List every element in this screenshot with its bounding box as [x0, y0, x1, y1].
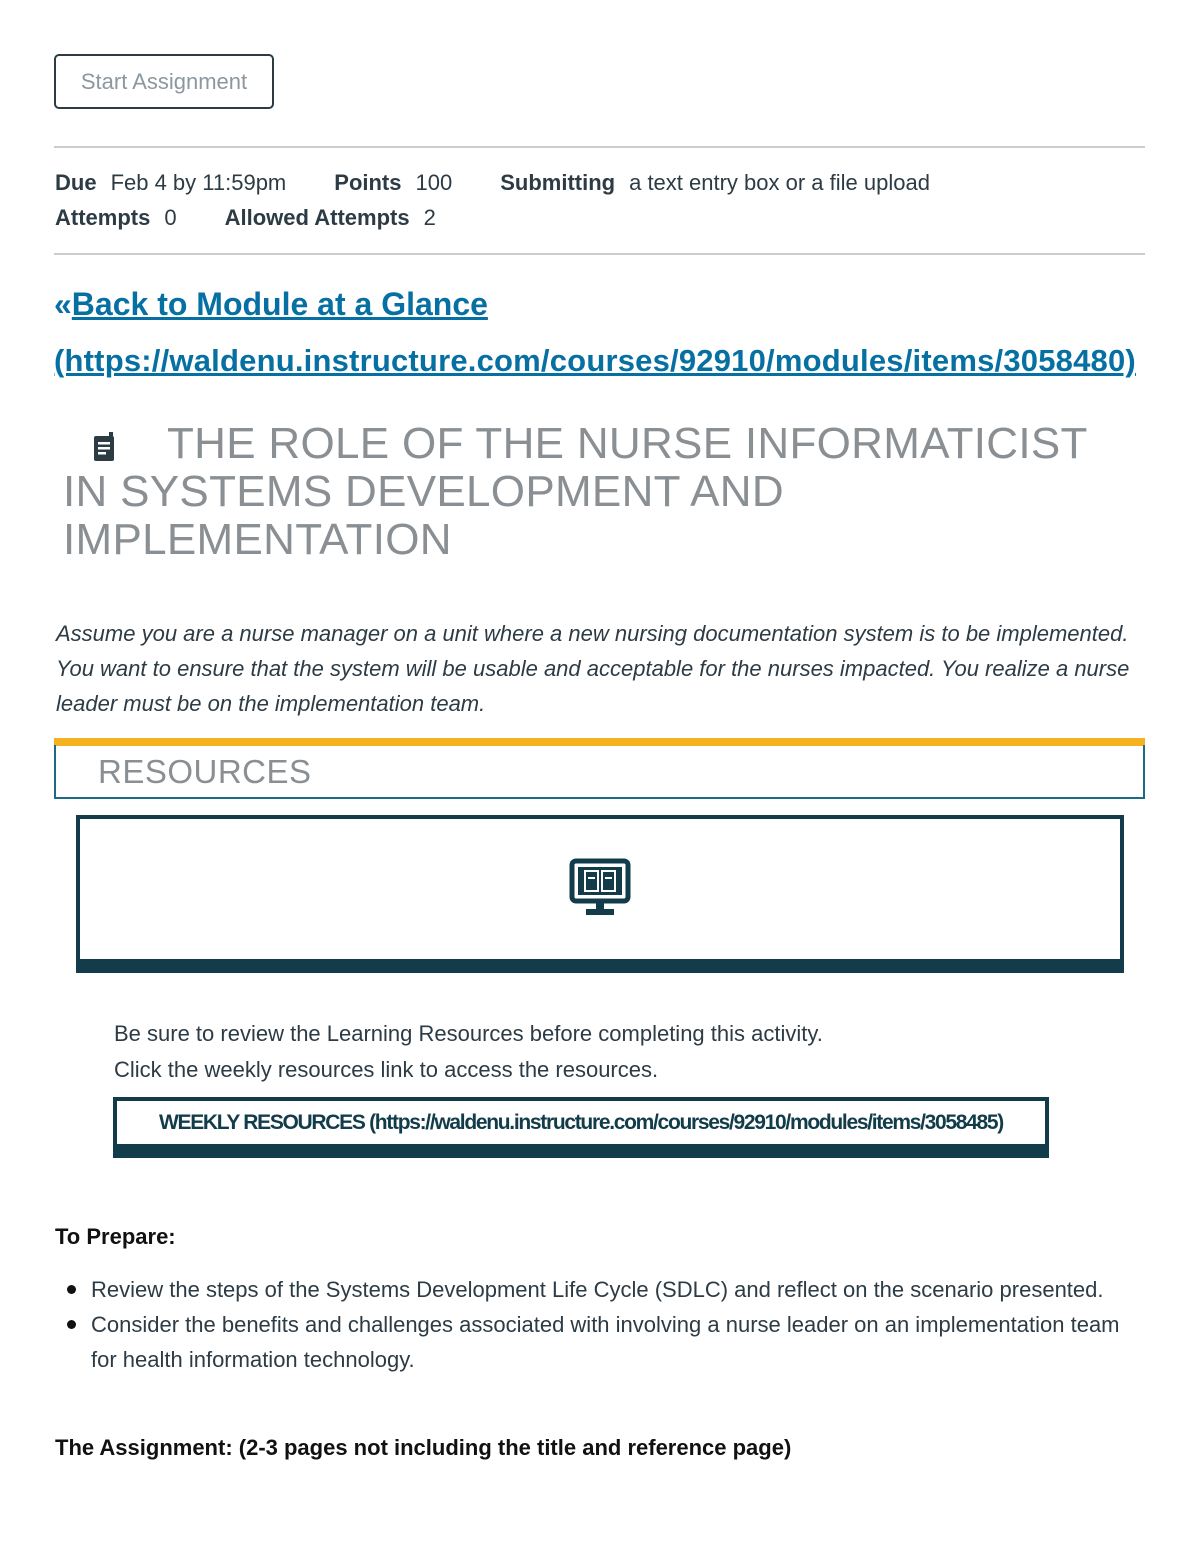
to-prepare-list [55, 1272, 1145, 1377]
bullet-icon [67, 1320, 76, 1329]
list-item [55, 1307, 1145, 1377]
attempts-value: 0 [164, 205, 177, 230]
list-item-text: Consider the benefits and challenges associated with involving a nurse leader on an implementation team for health information technology. [91, 1312, 1120, 1372]
resources-line-2: Click the weekly resources link to access the resources. [114, 1057, 659, 1082]
points-label: Points [334, 170, 402, 195]
submitting-value: a text entry box or a file upload [629, 170, 930, 195]
resources-header: RESOURCES [54, 745, 1145, 799]
resources-icon-card [76, 815, 1124, 973]
weekly-resources-button[interactable]: WEEKLY RESOURCES (https://waldenu.instructure.com/courses/92910/modules/items/3058485) [113, 1097, 1049, 1158]
resources-instructions [114, 1016, 823, 1088]
points-value: 100 [415, 170, 453, 195]
resources-line-1: Be sure to review the Learning Resources before completing this activity. [114, 1021, 823, 1046]
bullet-icon [67, 1285, 76, 1294]
page-title [63, 420, 1143, 564]
due-label: Due [55, 170, 97, 195]
assignment-heading: The Assignment: (2-3 pages not including the title and reference page) [55, 1435, 792, 1460]
attempts-label: Attempts [55, 205, 151, 230]
page-title-text: THE ROLE OF THE NURSE INFORMATICIST IN SYSTEMS DEVELOPMENT AND IMPLEMENTATION [63, 419, 1087, 564]
allowed-attempts-label: Allowed Attempts [224, 205, 410, 230]
start-assignment-button[interactable]: Start Assignment [54, 54, 274, 109]
scenario-text: Assume you are a nurse manager on a unit where a new nursing documentation system is to be implemented. You want to ensure that the system will be usable and acceptable for the nurses impacted. You realize a nurse leader must be on the implementation team. [56, 621, 1130, 716]
list-item [55, 1272, 1145, 1307]
assignment-details-row-2 [55, 205, 436, 231]
submitting-label: Submitting [500, 170, 616, 195]
list-item-text: Review the steps of the Systems Development Life Cycle (SDLC) and reflect on the scenario presented. [91, 1277, 1104, 1302]
divider [54, 253, 1145, 255]
due-value: Feb 4 by 11:59pm [110, 170, 287, 195]
back-link-text: Back to Module at a Glance [71, 286, 488, 322]
back-to-module-link[interactable] [54, 286, 488, 323]
divider [54, 146, 1145, 148]
allowed-attempts-value: 2 [423, 205, 436, 230]
back-to-module-url[interactable]: (https://waldenu.instructure.com/courses/92910/modules/items/3058480) [54, 343, 1136, 378]
assignment-details-row-1 [55, 170, 930, 196]
document-icon [93, 432, 117, 462]
computer-book-icon [569, 858, 631, 920]
to-prepare-heading: To Prepare: [55, 1224, 176, 1249]
double-chevron-left-icon: « [54, 286, 72, 322]
